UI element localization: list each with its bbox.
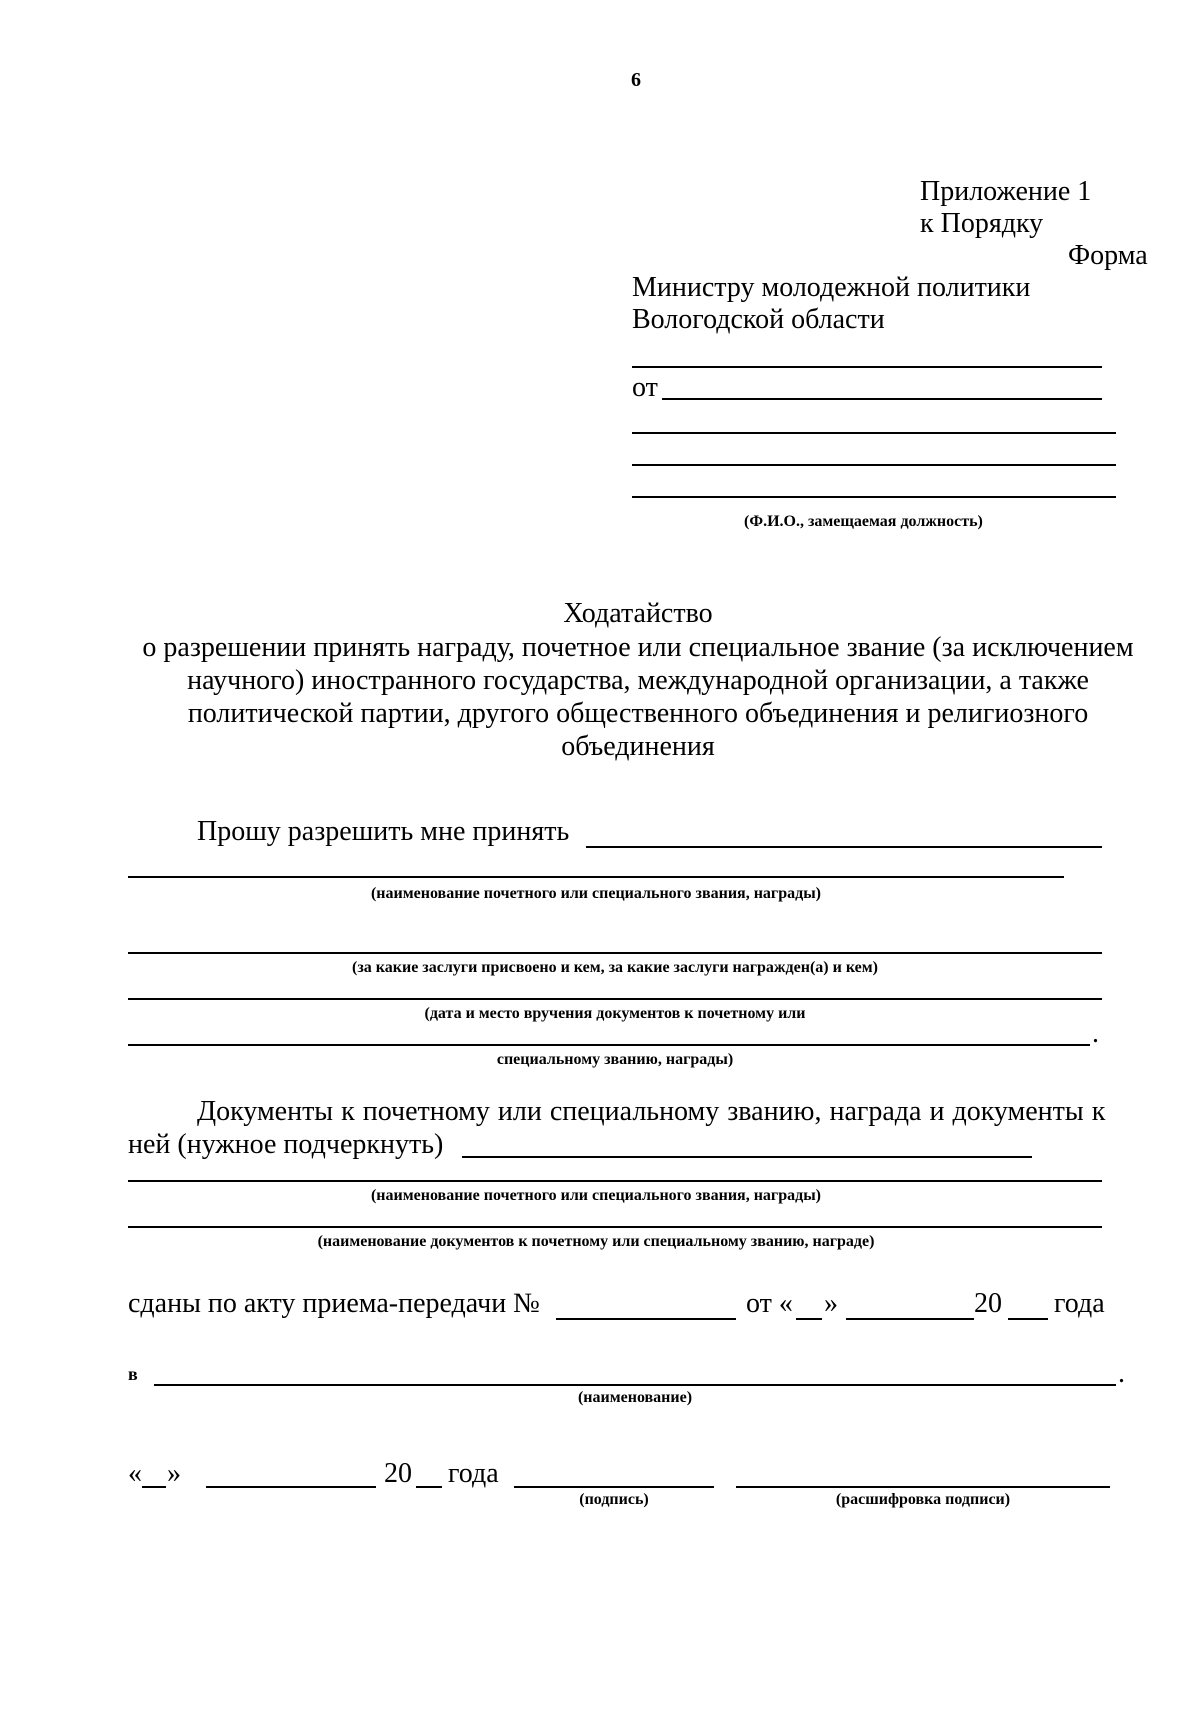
caption-documents: (наименование документов к почетному или специальному званию, награде): [317, 1233, 875, 1250]
title-line-3: политической партии, другого общественного объединения и религиозного: [187, 698, 1089, 729]
documents-line-2: ней (нужное подчеркнуть): [128, 1129, 444, 1160]
title-line-2: научного) иностранного государства, международной организации, а также: [187, 665, 1089, 696]
caption-award-name: (наименование почетного или специального звания, награды): [370, 885, 822, 902]
caption-signature: (подпись): [579, 1491, 649, 1508]
caption-date-place-1: (дата и место вручения документов к почетному или: [424, 1005, 806, 1022]
act-day-line: [796, 1318, 822, 1320]
addressee-blank-line: [632, 366, 1102, 368]
sign-year-suffix: года: [448, 1458, 499, 1489]
documents-line-1: Документы к почетному или специальному званию, награда и документы к: [197, 1096, 1106, 1127]
act-text: сданы по акту приема-передачи №: [128, 1288, 540, 1319]
period-mark: .: [1092, 1018, 1099, 1049]
from-blank-line: [662, 398, 1102, 400]
title-heading: Ходатайство: [563, 598, 713, 629]
date-place-line-2: [128, 1044, 1090, 1046]
fio-blank-line-2: [632, 464, 1116, 466]
act-year-line: [1008, 1318, 1048, 1320]
sign-month-line: [206, 1486, 376, 1488]
documents-name-line: [128, 1226, 1102, 1228]
fio-blank-line-1: [632, 432, 1116, 434]
sign-year-line: [416, 1486, 442, 1488]
addressee-line-1: Министру молодежной политики: [632, 272, 1031, 303]
act-month-line: [846, 1318, 974, 1320]
act-year-suffix: года: [1054, 1288, 1105, 1319]
award-name-line-2: [128, 1180, 1102, 1182]
caption-name: (наименование): [577, 1389, 693, 1406]
date-place-line-1: [128, 998, 1102, 1000]
request-blank-line: [586, 846, 1102, 848]
sign-quote-close: »: [167, 1458, 181, 1489]
sign-quote-open: «: [128, 1458, 142, 1489]
sign-year-prefix: 20: [384, 1458, 412, 1489]
decoding-line: [736, 1486, 1110, 1488]
page-number: 6: [631, 69, 641, 91]
act-number-line: [556, 1318, 736, 1320]
in-organization-line: [154, 1384, 1116, 1386]
addressee-line-2: Вологодской области: [632, 304, 885, 335]
from-label: от: [632, 372, 658, 403]
fio-blank-line-3: [632, 496, 1116, 498]
merits-line: [128, 952, 1102, 954]
act-year-prefix: 20: [974, 1288, 1002, 1319]
caption-decoding: (расшифровка подписи): [835, 1491, 1011, 1508]
title-line-1: о разрешении принять награду, почетное или специальное звание (за исключением: [142, 632, 1134, 663]
in-period-mark: .: [1118, 1358, 1125, 1389]
title-line-4: объединения: [561, 731, 715, 762]
caption-merits: (за какие заслуги присвоено и кем, за какие заслуги награжден(а) и кем): [352, 959, 878, 976]
signature-line: [514, 1486, 714, 1488]
caption-award-name-2: (наименование почетного или специального звания, награды): [370, 1187, 822, 1204]
appendix-label: Приложение 1: [920, 176, 1092, 207]
form-label: Форма: [1068, 240, 1148, 271]
act-quote-close: »: [824, 1288, 838, 1319]
act-from-label: от «: [746, 1288, 793, 1319]
order-label: к Порядку: [920, 208, 1044, 239]
request-text: Прошу разрешить мне принять: [197, 816, 570, 847]
award-name-line: [128, 876, 1064, 878]
in-label: в: [128, 1364, 138, 1384]
sign-day-line: [142, 1486, 166, 1488]
caption-date-place-2: специальному званию, награды): [496, 1051, 734, 1068]
documents-blank-line: [462, 1156, 1032, 1158]
fio-caption: (Ф.И.О., замещаемая должность): [744, 513, 983, 530]
